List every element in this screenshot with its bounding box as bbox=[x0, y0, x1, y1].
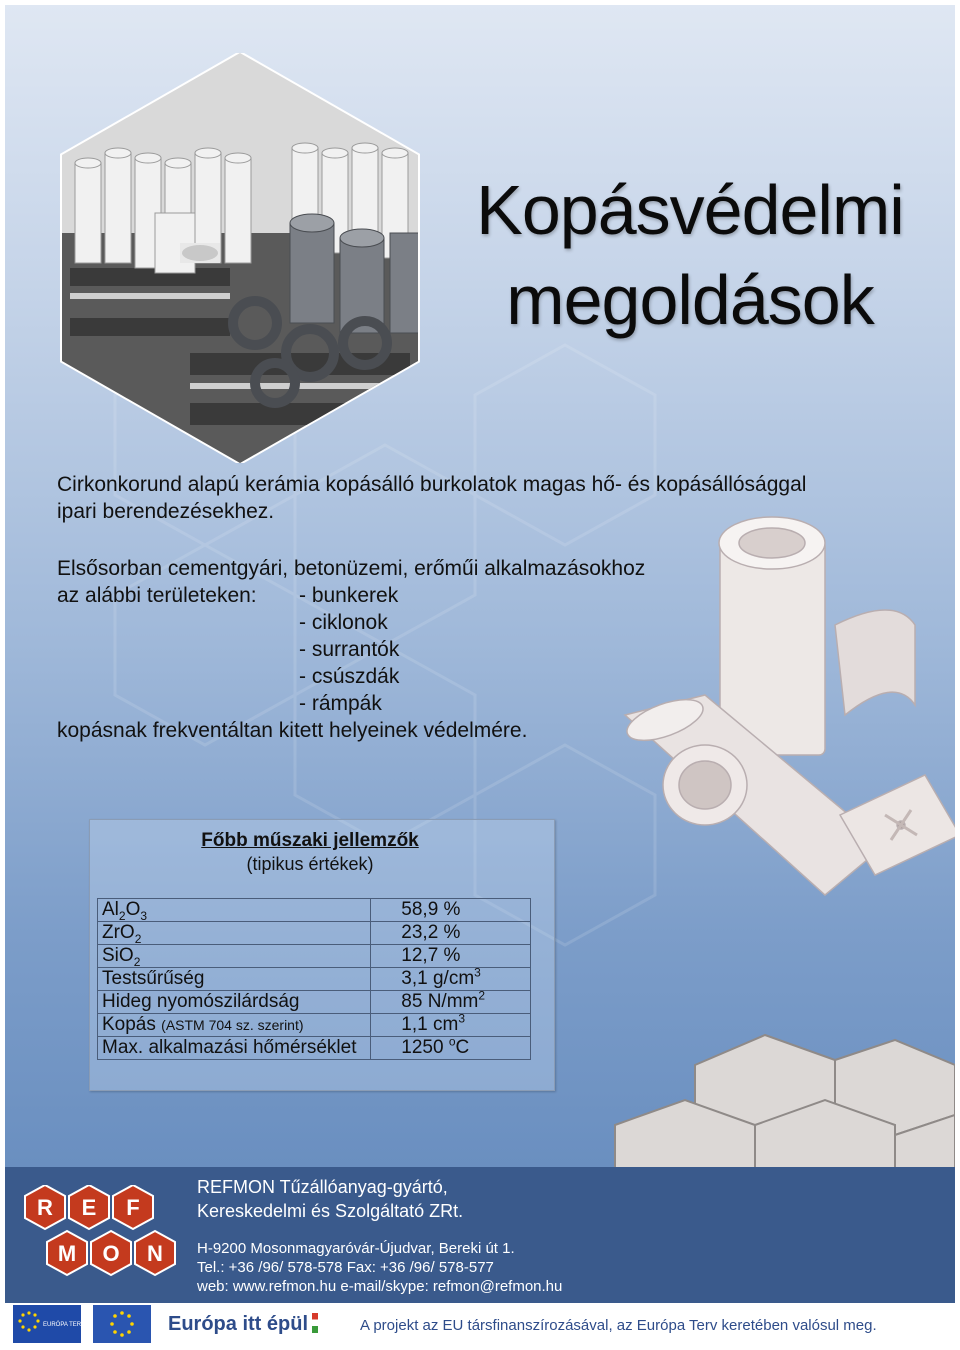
refmon-logo bbox=[23, 1185, 183, 1297]
eu-flag-icon bbox=[13, 1305, 81, 1343]
table-row bbox=[98, 1037, 531, 1060]
application-item: - csúszdák bbox=[299, 665, 400, 688]
applications-closing: kopásnak frekventáltan kitett helyeinek védelmére. bbox=[57, 719, 528, 742]
company-line-2: Kereskedelmi és Szolgáltató ZRt. bbox=[197, 1201, 464, 1221]
spec-key: Testsűrűség bbox=[98, 968, 371, 991]
spec-key: Max. alkalmazási hőmérséklet bbox=[98, 1037, 371, 1060]
eu-funding-bar bbox=[5, 1303, 955, 1345]
table-row bbox=[98, 922, 531, 945]
company-footer bbox=[5, 1167, 955, 1303]
address-line: H-9200 Mosonmagyaróvár-Újudvar, Bereki út 1. bbox=[197, 1240, 515, 1257]
spec-value: 1250 $^o$C bbox=[371, 1037, 531, 1060]
applications-label: az alábbi területeken: bbox=[57, 584, 257, 607]
spec-key: Kopás (ASTM 704 sz. szerint) bbox=[98, 1014, 371, 1037]
company-line-1: REFMON Tűzállóanyag-gyártó, bbox=[197, 1177, 448, 1197]
spec-value: 23,2 % bbox=[371, 922, 531, 945]
table-row bbox=[98, 1014, 531, 1037]
spec-value: 58,9 % bbox=[371, 899, 531, 922]
applications-line-1: Elsősorban cementgyári, betonüzemi, erőműi alkalmazásokhoz bbox=[57, 557, 646, 580]
table-row bbox=[98, 899, 531, 922]
spec-key: SiO$_2$ bbox=[98, 945, 371, 968]
table-row bbox=[98, 991, 531, 1014]
specs-subheading: (tipikus értékek) bbox=[246, 854, 374, 874]
ceramic-tubes-photo bbox=[595, 515, 955, 905]
intro-line-1: Cirkonkorund alapú kerámia kopásálló burkolatok magas hő- és kopásállósággal bbox=[57, 473, 807, 496]
table-row bbox=[98, 968, 531, 991]
company-name bbox=[197, 1175, 463, 1223]
poster-page bbox=[5, 5, 955, 1345]
application-item: - surrantók bbox=[299, 638, 400, 661]
table-row bbox=[98, 945, 531, 968]
spec-key: ZrO$_2$ bbox=[98, 922, 371, 945]
specs-table bbox=[97, 898, 531, 1060]
eu-funding-text: A projekt az EU társfinanszírozásával, az Európa Terv keretében valósul meg. bbox=[360, 1317, 877, 1334]
poster-title bbox=[435, 165, 945, 345]
phone-line: Tel.: +36 /96/ 578-578 Fax: +36 /96/ 578-577 bbox=[197, 1259, 494, 1276]
specs-panel bbox=[89, 819, 555, 1091]
title-line-1: Kopásvédelmi bbox=[476, 171, 904, 249]
logo-letter: N bbox=[147, 1241, 163, 1266]
logo-letter: E bbox=[81, 1195, 97, 1220]
application-item: - bunkerek bbox=[299, 584, 399, 607]
logo-letter: M bbox=[57, 1241, 77, 1266]
spec-key: Hideg nyomószilárdság bbox=[98, 991, 371, 1014]
pallets-photo-hexagon bbox=[60, 53, 420, 463]
intro-line-2: ipari berendezésekhez. bbox=[57, 500, 275, 523]
spec-key: $Al_2O_3$ bbox=[98, 899, 371, 922]
europa-itt-epul-logo: Európa itt épül bbox=[168, 1313, 318, 1336]
spec-value: 85 $N/mm^2$ bbox=[371, 991, 531, 1014]
spec-value: 1,1 $cm^3$ bbox=[371, 1014, 531, 1037]
logo-letter: O bbox=[102, 1241, 120, 1266]
logo-letter: R bbox=[37, 1195, 53, 1220]
spec-value: 3,1 $g/cm^3$ bbox=[371, 968, 531, 991]
specs-heading: Főbb műszaki jellemzők bbox=[201, 830, 419, 851]
title-line-2: megoldások bbox=[506, 261, 874, 339]
poster-body bbox=[5, 5, 955, 1167]
eu-flag-label: EURÓPA TERV bbox=[43, 1322, 81, 1328]
web-email-line: web: www.refmon.hu e-mail/skype: refmon@refmon.hu bbox=[197, 1278, 563, 1295]
logo-letter: F bbox=[126, 1195, 140, 1220]
application-item: - ciklonok bbox=[299, 611, 388, 634]
application-item: - rámpák bbox=[299, 692, 382, 715]
contact-info bbox=[197, 1239, 562, 1296]
spec-value: 12,7 % bbox=[371, 945, 531, 968]
hexagonal-tiles-photo bbox=[595, 1025, 955, 1167]
eu-stars-icon bbox=[93, 1305, 151, 1343]
